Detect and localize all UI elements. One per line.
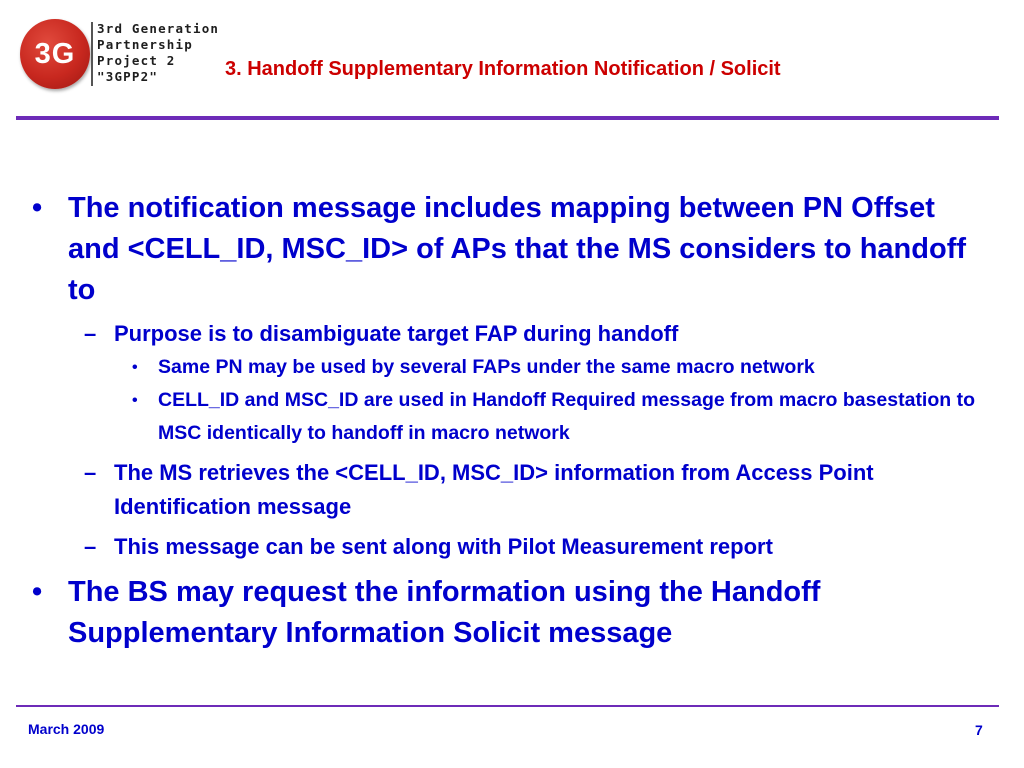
sub-bullet-item	[28, 456, 978, 524]
bullet-marker: •	[32, 576, 43, 608]
sub-sub-bullet-text: Same PN may be used by several FAPs under the same macro network	[158, 356, 815, 378]
bullet-item	[28, 188, 978, 311]
sub-bullet-item	[28, 530, 978, 564]
sub-sub-bullet-marker: •	[132, 392, 138, 409]
sub-sub-bullet-item	[28, 351, 978, 384]
sub-sub-bullet-text: CELL_ID and MSC_ID are used in Handoff Required message from macro basestation to MSC identically to handoff in macro network	[158, 389, 976, 444]
page-number: 7	[975, 722, 983, 738]
slide-body	[28, 188, 978, 654]
bullet-marker: •	[32, 192, 43, 224]
logo-line: 3rd Generation	[97, 21, 220, 36]
sub-bullet-marker: –	[84, 321, 97, 346]
logo-divider	[91, 22, 93, 86]
bullet-text: The BS may request the information using the Handoff Supplementary Information Solicit message	[68, 576, 821, 649]
sub-sub-bullet-marker: •	[132, 359, 138, 376]
sub-bullet-text: The MS retrieves the <CELL_ID, MSC_ID> information from Access Point Identification message	[114, 460, 874, 519]
sub-bullet-marker: –	[84, 460, 97, 485]
sub-sub-bullet-item	[28, 384, 978, 450]
sub-bullet-marker: –	[84, 534, 97, 559]
bullet-item	[28, 572, 978, 654]
footer-divider	[16, 705, 999, 707]
bullet-text: The notification message includes mapping between PN Offset and <CELL_ID, MSC_ID> of APs that the MS considers to handoff to	[68, 192, 967, 306]
sub-bullet-text: This message can be sent along with Pilot Measurement report	[114, 534, 773, 559]
logo-text	[97, 21, 219, 85]
sub-bullet-item	[28, 317, 978, 351]
slide-title: 3. Handoff Supplementary Information Notification / Solicit	[225, 58, 781, 80]
logo-line: Partnership	[97, 37, 193, 52]
logo-mark: 3G	[34, 38, 76, 70]
footer-date: March 2009	[28, 721, 105, 737]
header-divider	[16, 116, 999, 120]
logo-line: "3GPP2"	[97, 69, 159, 84]
logo-line: Project 2	[97, 53, 176, 68]
logo-3g-circle	[20, 19, 90, 89]
sub-bullet-text: Purpose is to disambiguate target FAP during handoff	[114, 321, 679, 346]
